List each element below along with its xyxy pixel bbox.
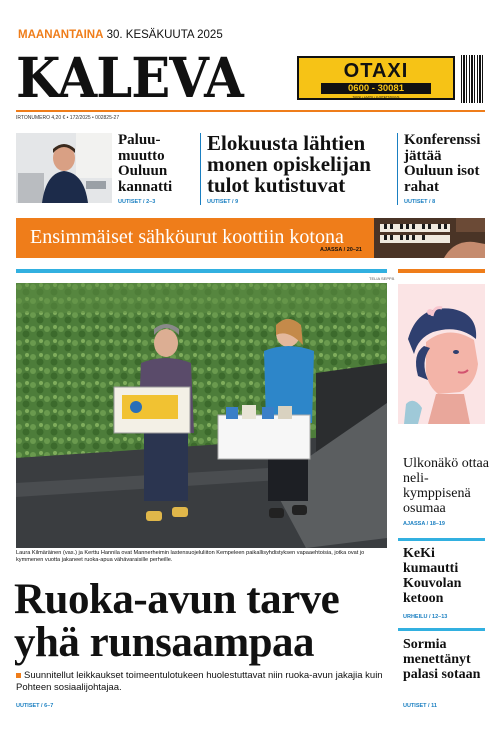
right-1-headline[interactable]: Ulkonäkö ottaa neli-kymppisenä osumaa [403,456,489,516]
right-2-section: URHEILU / 12–13 [403,614,448,620]
taxi-ad[interactable] [297,56,455,100]
banner-title: Ensimmäiset sähköurut koottiin kotona [30,226,344,248]
column-divider [200,133,201,205]
banner-photo-organ [374,218,485,258]
lede-text: Suunnitellut leikkaukset toimeentulotukeen huolestuttavat niin ruoka-avun jakajia kuin Pohteen sosiaalijohtajaa. [16,670,383,693]
main-lede [16,670,386,694]
header-rule [16,110,485,112]
lede-marker [16,673,21,678]
issue-info: IRTONUMERO 4,20 € • 172/2025 • 002825-27 [16,115,120,121]
teaser-1-section: UUTISET / 2–3 [118,199,156,205]
taxi-ad-phone: 0600 - 30081 [321,83,431,94]
barcode [461,55,485,103]
teaser-3-headline[interactable]: Konferenssi jättää Ouluun isot rahat [404,132,481,195]
photo-credit: TELIA SEPPÄ [369,276,395,281]
right-3-section: UUTISET / 11 [403,703,437,709]
teaser-2-section: UUTISET / 9 [207,199,239,205]
photo-caption: Laura Kilmäräinen (vas.) ja Kerttu Hannila ovat Mannerheimin lastensuojeluliiton Kempeleen paikallisyhdistyksen vapaaehtoisia, jotka ovat jo kymmenen vuotta jakaneet ruoka-apua vähävaraisille perheille. [16,550,365,563]
masthead-title: KALEVA [16,50,243,106]
right-3-headline[interactable]: Sormia menettänyt palasi sotaan [403,637,481,682]
right-divider-bar [398,628,485,631]
illustration-woman [398,284,485,424]
taxi-ad-name: OTAXI [343,60,409,82]
main-headline-line-1: Ruoka-avun tarve [14,576,340,623]
main-story-photo[interactable] [16,283,387,548]
right-1-section: AJASSA / 18–19 [403,521,445,527]
date: 30. KESÄKUUTA 2025 [106,29,223,41]
banner-section: AJASSA / 20–21 [320,247,362,253]
main-story-bar [16,269,387,273]
masthead [16,50,276,106]
column-divider [397,133,398,205]
main-section: UUTISET / 6–7 [16,703,54,709]
dateline [18,29,223,41]
teaser-3-section: UUTISET / 8 [404,199,436,205]
teaser-photo-man[interactable] [16,133,112,203]
main-headline-line-2: yhä runsaampaa [14,619,315,666]
weekday: MAANANTAINA [18,29,104,41]
right-divider-bar [398,538,485,541]
teaser-2-headline[interactable]: Elokuusta lähtien monen opiskelijan tulot kutistuvat [207,131,371,197]
feature-banner[interactable] [16,218,374,258]
teaser-1-headline[interactable]: Paluu-muutto Ouluun kannatti [118,132,173,195]
main-headline[interactable] [14,578,394,664]
right-2-headline[interactable]: KeKi kumautti Kouvolan ketoon [403,546,462,606]
right-column-bar [398,269,485,273]
taxi-ad-note: TAKSI • LAATU • LUOTETTAVUUS [352,95,400,99]
